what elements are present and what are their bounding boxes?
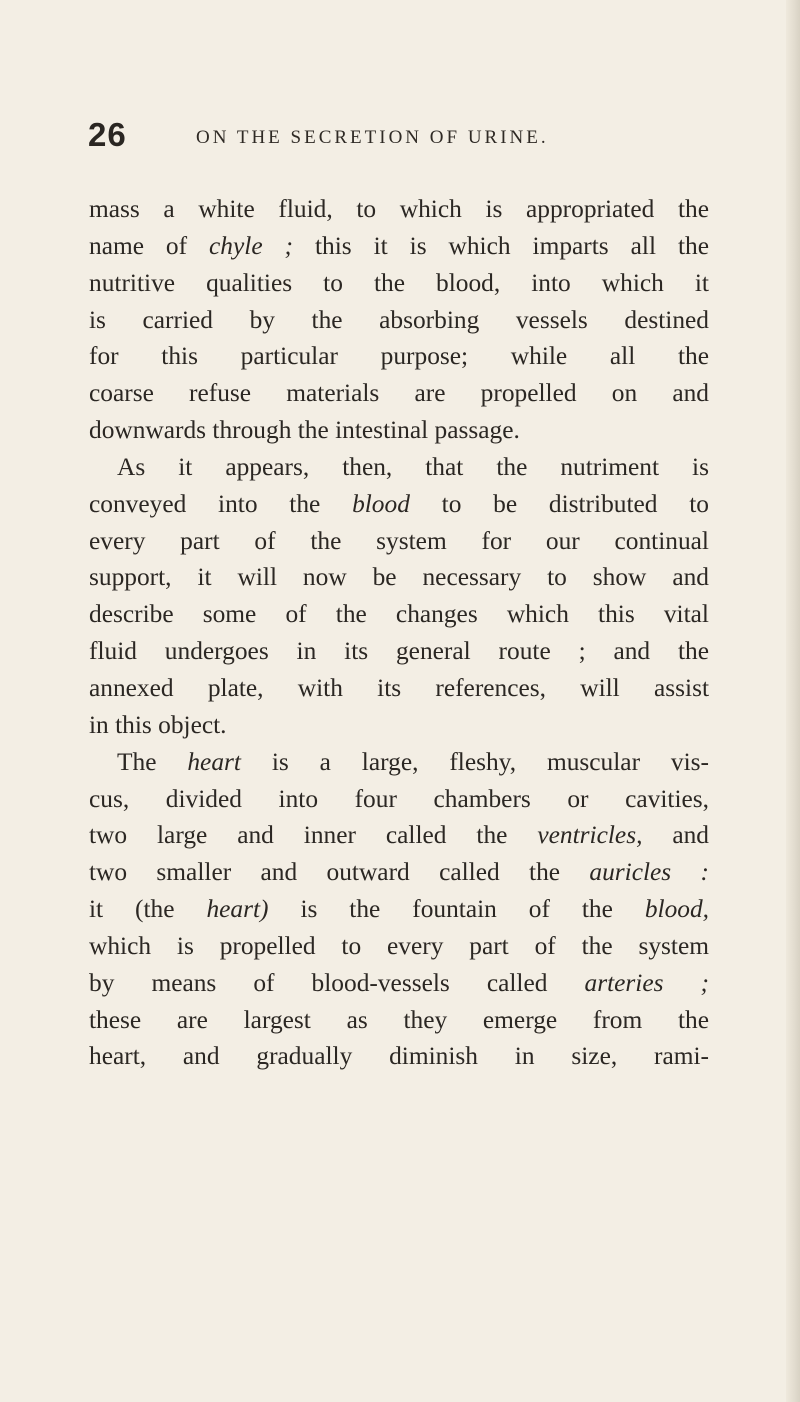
emphasis-auricles: auricles : <box>589 858 709 887</box>
text-line: which is propelled to every part of the system <box>89 931 709 960</box>
text-line: annexed plate, with its references, will assist <box>89 673 709 702</box>
page-number: 26 <box>88 116 127 153</box>
text-line: name of chyle ; this it is which imparts all the <box>89 231 709 260</box>
text-line: every part of the system for our continual <box>89 526 709 555</box>
running-head <box>88 116 728 156</box>
text-line: heart, and gradually diminish in size, rami- <box>89 1042 709 1071</box>
body-text <box>89 191 709 1075</box>
text-line: two large and inner called the ventricles, and <box>89 821 710 850</box>
emphasis-heart: heart <box>187 747 241 776</box>
text-line: is carried by the absorbing vessels destined <box>89 305 709 334</box>
text-line: these are largest as they emerge from the <box>89 1005 709 1034</box>
emphasis-arteries: arteries ; <box>584 968 709 997</box>
page-edge <box>786 0 800 1402</box>
text-line: describe some of the changes which this vital <box>89 600 709 629</box>
text-line: in this object. <box>89 710 227 739</box>
text-line: downwards through the intestinal passage. <box>89 416 520 445</box>
text-line: two smaller and outward called the auricles : <box>89 858 709 887</box>
text-line: nutritive qualities to the blood, into which it <box>89 268 709 297</box>
text-line: cus, divided into four chambers or cavities, <box>89 784 709 813</box>
text-line: The heart is a large, fleshy, muscular vis- <box>117 747 709 776</box>
text-line: conveyed into the blood to be distributed to <box>89 489 709 518</box>
text-line: support, it will now be necessary to show and <box>89 563 709 592</box>
emphasis-heart: heart) <box>206 895 269 924</box>
text-line: fluid undergoes in its general route ; and the <box>89 637 709 666</box>
text-line: for this particular purpose; while all the <box>89 342 709 371</box>
text-line: by means of blood-vessels called arteries ; <box>89 968 709 997</box>
emphasis-blood: blood <box>352 489 410 518</box>
emphasis-chyle: chyle ; <box>209 231 293 260</box>
emphasis-ventricles: ventricles, <box>537 821 643 850</box>
text-line: coarse refuse materials are propelled on and <box>89 379 709 408</box>
text-line: it (the heart) is the fountain of the blood, <box>89 895 710 924</box>
emphasis-blood: blood, <box>644 895 710 924</box>
running-title: ON THE SECRETION OF URINE. <box>196 127 549 148</box>
text-line: As it appears, then, that the nutriment is <box>117 452 709 481</box>
text-line: mass a white fluid, to which is appropriated the <box>89 195 709 223</box>
